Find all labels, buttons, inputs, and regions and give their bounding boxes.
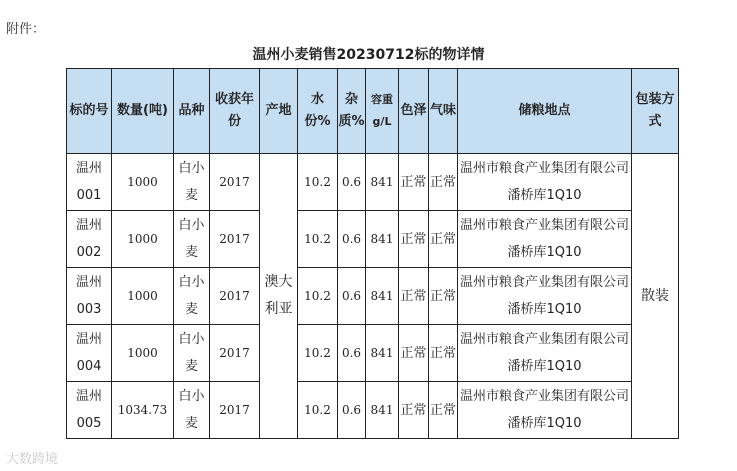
cell-location: 温州市粮食产业集团有限公司潘桥库1Q10 [458,325,632,382]
table-row [67,268,679,325]
cell-density: 841 [366,382,399,439]
header-storage-location: 储粮地点 [458,69,632,154]
cell-color: 正常 [399,211,429,268]
cell-density: 841 [366,211,399,268]
header-quantity: 数量(吨) [112,69,174,154]
table-header-row [67,69,679,154]
table-row [67,382,679,439]
cell-moisture: 10.2 [298,154,338,211]
cell-moisture: 10.2 [298,325,338,382]
header-harvest-year: 收获年份 [210,69,260,154]
header-origin: 产地 [260,69,298,154]
cell-location: 温州市粮食产业集团有限公司潘桥库1Q10 [458,268,632,325]
cell-color: 正常 [399,154,429,211]
cell-smell: 正常 [429,382,458,439]
origin-cell: 澳大利亚 [260,154,298,439]
cell-density: 841 [366,154,399,211]
header-smell: 气味 [429,69,458,154]
cell-color: 正常 [399,325,429,382]
cell-qty: 1000 [112,268,174,325]
cell-smell: 正常 [429,268,458,325]
header-color: 色泽 [399,69,429,154]
cell-lot: 温州001 [67,154,112,211]
cell-year: 2017 [210,268,260,325]
cell-qty: 1034.73 [112,382,174,439]
cell-impurity: 0.6 [338,382,366,439]
cell-smell: 正常 [429,211,458,268]
cell-density: 841 [366,325,399,382]
cell-density: 841 [366,268,399,325]
cell-color: 正常 [399,382,429,439]
cell-impurity: 0.6 [338,211,366,268]
cell-color: 正常 [399,268,429,325]
table-row [67,325,679,382]
header-packing: 包装方式 [632,69,679,154]
cell-qty: 1000 [112,154,174,211]
table-row [67,154,679,211]
header-variety: 品种 [174,69,210,154]
cell-location: 温州市粮食产业集团有限公司潘桥库1Q10 [458,211,632,268]
header-moisture: 水份% [298,69,338,154]
document-title: 温州小麦销售20230712标的物详情 [252,47,485,63]
cell-variety: 白小麦 [174,268,210,325]
lot-details-table [66,68,679,439]
cell-variety: 白小麦 [174,211,210,268]
cell-year: 2017 [210,154,260,211]
cell-moisture: 10.2 [298,382,338,439]
cell-location: 温州市粮食产业集团有限公司潘桥库1Q10 [458,154,632,211]
cell-lot: 温州002 [67,211,112,268]
cell-lot: 温州004 [67,325,112,382]
cell-moisture: 10.2 [298,211,338,268]
header-impurity: 杂质% [338,69,366,154]
cell-smell: 正常 [429,154,458,211]
cell-smell: 正常 [429,325,458,382]
cell-variety: 白小麦 [174,325,210,382]
cell-impurity: 0.6 [338,154,366,211]
attachment-label: 附件： [6,22,46,37]
cell-moisture: 10.2 [298,268,338,325]
table-row [67,211,679,268]
cell-location: 温州市粮食产业集团有限公司潘桥库1Q10 [458,382,632,439]
header-lot: 标的号 [67,69,112,154]
cell-qty: 1000 [112,325,174,382]
cell-lot: 温州005 [67,382,112,439]
cell-impurity: 0.6 [338,268,366,325]
cell-lot: 温州003 [67,268,112,325]
cell-year: 2017 [210,325,260,382]
cell-year: 2017 [210,211,260,268]
cell-qty: 1000 [112,211,174,268]
packing-cell: 散装 [632,154,679,439]
cell-variety: 白小麦 [174,154,210,211]
cell-impurity: 0.6 [338,325,366,382]
cell-year: 2017 [210,382,260,439]
cell-variety: 白小麦 [174,382,210,439]
header-density: 容重g/L [366,69,399,154]
watermark: 大数跨境 [6,452,59,467]
